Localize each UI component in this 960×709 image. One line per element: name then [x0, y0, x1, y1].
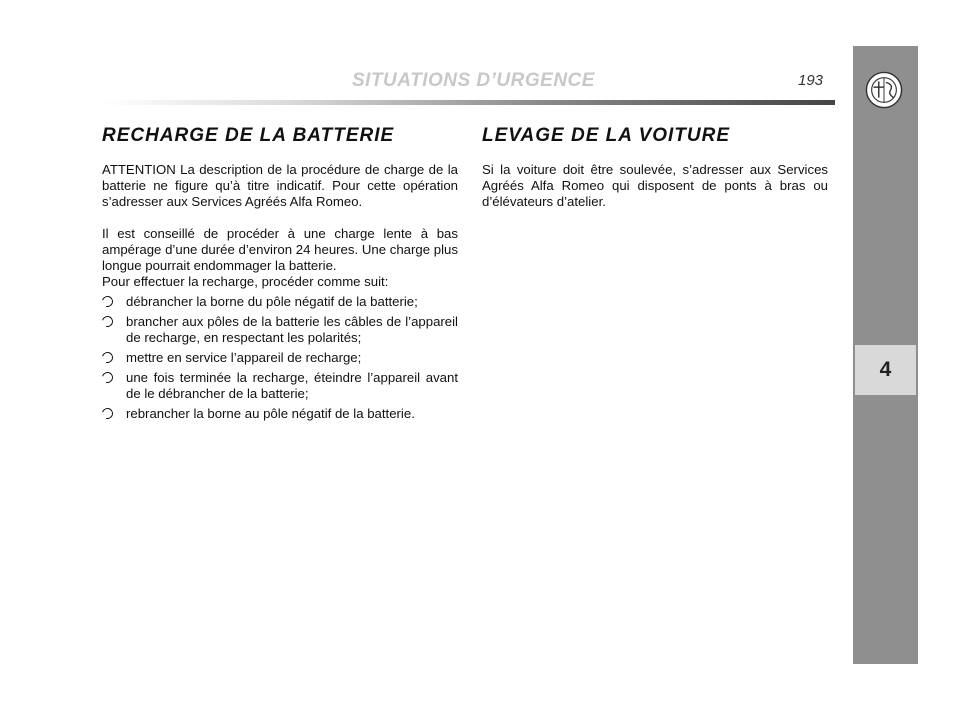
- warning-paragraph: ATTENTION La description de la procédure de charge de la batterie ne figure qu’à titre indicatif. Pour cette opération s’adresser aux Services Agréés Alfa Romeo.: [102, 162, 458, 209]
- advice-paragraph: Il est conseillé de procéder à une charge lente à bas ampérage d’une durée d’environ 24 heures. Une charge plus longue pourrait endommager la batterie.: [102, 226, 458, 273]
- list-item: mettre en service l’appareil de recharge;: [102, 350, 458, 366]
- header-rule: [100, 100, 835, 105]
- chapter-number-box: [855, 345, 916, 395]
- vehicle-lifting-section: [482, 125, 828, 210]
- section-heading: LEVAGE DE LA VOITURE: [482, 125, 731, 146]
- list-item: une fois terminée la recharge, éteindre l’appareil avant de le débrancher de la batterie;: [102, 370, 458, 402]
- alfa-romeo-logo-icon: [865, 71, 903, 109]
- procedure-list: [102, 294, 458, 422]
- bullet-icon: [100, 294, 115, 309]
- bullet-icon: [100, 314, 115, 329]
- page-number: 193: [798, 72, 824, 89]
- lifting-paragraph: Si la voiture doit être soulevée, s’adresser aux Services Agréés Alfa Romeo qui disposent de ponts à bras ou d’élévateurs d’atelier.: [482, 162, 828, 209]
- bullet-icon: [100, 350, 115, 365]
- list-item: rebrancher la borne au pôle négatif de la batterie.: [102, 406, 458, 422]
- bullet-icon: [100, 370, 115, 385]
- procedure-intro: Pour effectuer la recharge, procéder comme suit:: [102, 274, 389, 289]
- list-item: débrancher la borne du pôle négatif de la batterie;: [102, 294, 458, 310]
- section-heading: RECHARGE DE LA BATTERIE: [102, 125, 395, 146]
- running-header-title: SITUATIONS D’URGENCE: [352, 70, 595, 91]
- battery-recharge-section: [102, 125, 458, 422]
- bullet-icon: [100, 406, 115, 421]
- list-item: brancher aux pôles de la batterie les câbles de l’appareil de recharge, en respectant les polarités;: [102, 314, 458, 346]
- chapter-number: 4: [879, 358, 892, 381]
